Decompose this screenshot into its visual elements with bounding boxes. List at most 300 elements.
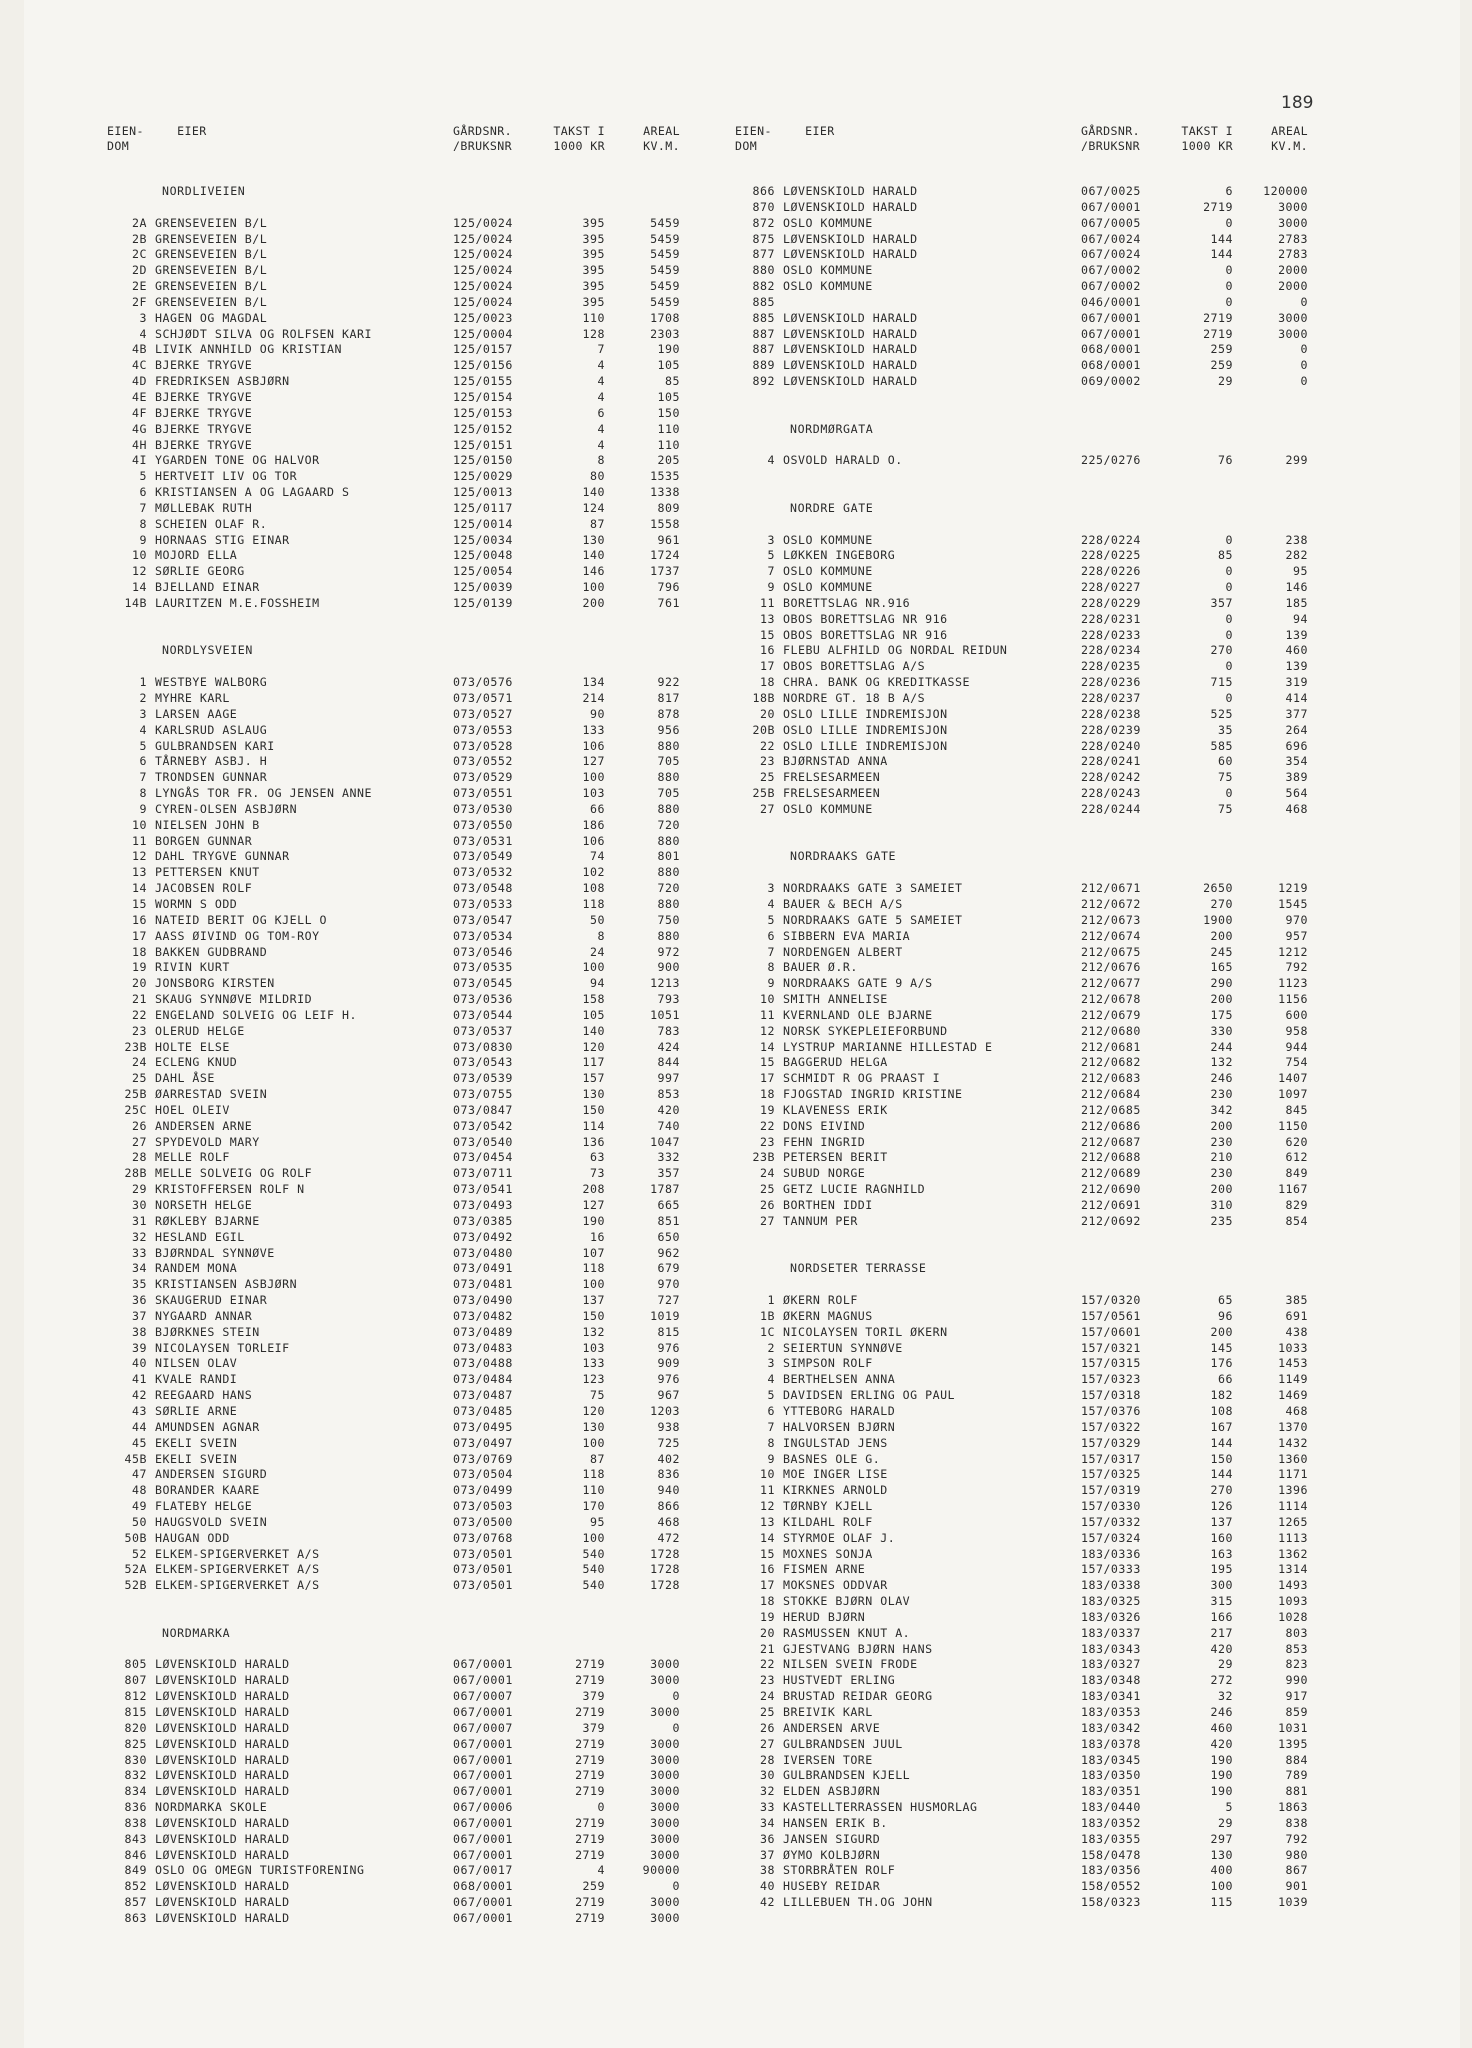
takst-value: 2719: [575, 1847, 605, 1862]
table-row: [107, 1848, 697, 1864]
gardsnr-bruksnr: 183/0355: [1081, 1831, 1141, 1846]
owner-name: SØRLIE ARNE: [155, 1403, 238, 1418]
takst-value: 2650: [1203, 881, 1233, 896]
table-row: [107, 1040, 697, 1056]
gardsnr-bruksnr: 212/0692: [1081, 1213, 1141, 1228]
table-row: [107, 216, 697, 232]
table-row: [107, 1737, 697, 1753]
owner-name: NORDENGEN ALBERT: [783, 944, 903, 959]
gardsnr-bruksnr: 068/0001: [1081, 342, 1141, 357]
gardsnr-bruksnr: 073/0534: [453, 928, 513, 943]
table-row: [735, 596, 1315, 612]
property-number: 18: [132, 944, 147, 959]
owner-name: LØVENSKIOLD HARALD: [155, 1689, 290, 1704]
property-number: 6: [767, 928, 775, 943]
blank-line: [107, 628, 697, 644]
areal-value: 970: [657, 1277, 680, 1292]
property-number: 8: [139, 786, 147, 801]
areal-value: 146: [1285, 580, 1308, 595]
areal-value: 1093: [1278, 1594, 1308, 1609]
table-row: [735, 1356, 1315, 1372]
gardsnr-bruksnr: 125/0154: [453, 389, 513, 404]
property-number: 12: [132, 849, 147, 864]
takst-value: 108: [1210, 1403, 1233, 1418]
owner-name: HERTVEIT LIV OG TOR: [155, 469, 298, 484]
gardsnr-bruksnr: 183/0345: [1081, 1752, 1141, 1767]
takst-value: 100: [582, 770, 605, 785]
gardsnr-bruksnr: 228/0236: [1081, 675, 1141, 690]
table-row: [735, 1578, 1315, 1594]
table-row: [735, 754, 1315, 770]
owner-name: LØVENSKIOLD HARALD: [155, 1879, 290, 1894]
gardsnr-bruksnr: 073/0504: [453, 1467, 513, 1482]
takst-value: 175: [1210, 1007, 1233, 1022]
gardsnr-bruksnr: 125/0156: [453, 358, 513, 373]
owner-name: DAVIDSEN ERLING OG PAUL: [783, 1388, 956, 1403]
takst-value: 108: [582, 881, 605, 896]
takst-value: 105: [582, 1007, 605, 1022]
owner-name: LØVENSKIOLD HARALD: [155, 1847, 290, 1862]
table-row: [735, 1515, 1315, 1531]
areal-value: 997: [657, 1071, 680, 1086]
owner-name: LØVENSKIOLD HARALD: [783, 358, 918, 373]
takst-value: 32: [1218, 1689, 1233, 1704]
property-number: 18: [760, 1087, 775, 1102]
owner-name: LØVENSKIOLD HARALD: [783, 184, 918, 198]
takst-value: 167: [1210, 1419, 1233, 1434]
table-row: [735, 564, 1315, 580]
owner-name: BJERKE TRYGVE: [155, 358, 253, 373]
owner-name: BORTHEN IDDI: [783, 1198, 873, 1212]
areal-value: 1469: [1278, 1388, 1308, 1403]
gardsnr-bruksnr: 212/0685: [1081, 1102, 1141, 1117]
table-row: [735, 358, 1315, 374]
areal-value: 1019: [650, 1308, 680, 1323]
property-number: 9: [767, 580, 775, 595]
areal-value: 803: [1285, 1625, 1308, 1640]
gardsnr-bruksnr: 073/0527: [453, 706, 513, 721]
property-number: 866: [752, 184, 775, 198]
property-number: 9: [139, 801, 147, 816]
table-row: [107, 1499, 697, 1515]
owner-name: AMUNDSEN AGNAR: [155, 1419, 260, 1434]
table-row: [735, 707, 1315, 723]
owner-name: KVERNLAND OLE BJARNE: [783, 1007, 933, 1022]
gardsnr-bruksnr: 157/0321: [1081, 1340, 1141, 1355]
takst-value: 107: [582, 1245, 605, 1260]
property-number: 838: [124, 1815, 147, 1830]
gardsnr-bruksnr: 073/0550: [453, 817, 513, 832]
areal-value: 1724: [650, 548, 680, 563]
owner-name: TÅRNEBY ASBJ. H: [155, 754, 268, 769]
takst-value: 100: [582, 1435, 605, 1450]
gardsnr-bruksnr: 125/0153: [453, 405, 513, 420]
table-row: [735, 548, 1315, 564]
right-column: [735, 124, 1315, 1911]
property-number: 25B: [124, 1087, 147, 1102]
takst-value: 357: [1210, 595, 1233, 610]
takst-value: 118: [582, 896, 605, 911]
gardsnr-bruksnr: 073/0489: [453, 1324, 513, 1339]
areal-value: 600: [1285, 1007, 1308, 1022]
areal-value: 783: [657, 1023, 680, 1038]
owner-name: WORMN S ODD: [155, 896, 238, 911]
areal-value: 957: [1285, 928, 1308, 943]
table-row: [107, 723, 697, 739]
gardsnr-bruksnr: 073/0480: [453, 1245, 513, 1260]
gardsnr-bruksnr: 073/0711: [453, 1166, 513, 1181]
gardsnr-bruksnr: 228/0226: [1081, 564, 1141, 579]
table-row: [735, 247, 1315, 263]
table-row: [107, 1816, 697, 1832]
gardsnr-bruksnr: 073/0488: [453, 1356, 513, 1371]
areal-value: 95: [1293, 564, 1308, 579]
areal-value: 909: [657, 1356, 680, 1371]
property-number: 38: [132, 1324, 147, 1339]
gardsnr-bruksnr: 183/0342: [1081, 1720, 1141, 1735]
property-number: 885: [752, 294, 775, 309]
property-number: 2D: [132, 263, 147, 278]
owner-name: EKELI SVEIN: [155, 1451, 238, 1466]
header-areal: AREAL KV.M.: [1271, 124, 1308, 153]
owner-name: BAKKEN GUDBRAND: [155, 944, 268, 959]
gardsnr-bruksnr: 067/0001: [453, 1768, 513, 1783]
property-number: 23: [760, 1673, 775, 1688]
areal-value: 956: [657, 722, 680, 737]
areal-value: 5459: [650, 294, 680, 309]
owner-name: NILSEN SVEIN FRODE: [783, 1657, 918, 1672]
property-number: 4G: [132, 421, 147, 436]
gardsnr-bruksnr: 212/0676: [1081, 960, 1141, 975]
owner-name: FEHN INGRID: [783, 1134, 866, 1149]
property-number: 4H: [132, 437, 147, 452]
table-row: [107, 453, 697, 469]
property-number: 25B: [752, 786, 775, 801]
gardsnr-bruksnr: 067/0001: [453, 1847, 513, 1862]
takst-value: 2719: [575, 1784, 605, 1799]
property-number: 7: [767, 564, 775, 579]
gardsnr-bruksnr: 225/0276: [1081, 453, 1141, 468]
table-row: [107, 1341, 697, 1357]
areal-value: 1033: [1278, 1340, 1308, 1355]
takst-value: 200: [1210, 1182, 1233, 1197]
owner-name: KLAVENESS ERIK: [783, 1102, 888, 1117]
blank-line: [735, 485, 1315, 501]
gardsnr-bruksnr: 228/0227: [1081, 580, 1141, 595]
areal-value: 620: [1285, 1134, 1308, 1149]
owner-name: GRENSEVEIEN B/L: [155, 215, 268, 230]
property-number: 875: [752, 231, 775, 246]
gardsnr-bruksnr: 073/0482: [453, 1308, 513, 1323]
takst-value: 400: [1210, 1863, 1233, 1878]
gardsnr-bruksnr: 073/0532: [453, 865, 513, 880]
table-row: [107, 1214, 697, 1230]
property-number: 17: [760, 1071, 775, 1086]
owner-name: STOKKE BJØRN OLAV: [783, 1594, 911, 1609]
property-number: 815: [124, 1705, 147, 1719]
takst-value: 96: [1218, 1308, 1233, 1323]
areal-value: 696: [1285, 738, 1308, 753]
owner-name: SIBBERN EVA MARIA: [783, 928, 911, 943]
owner-name: BJØRNSTAD ANNA: [783, 754, 888, 769]
areal-value: 110: [657, 421, 680, 436]
table-row: [107, 802, 697, 818]
street-heading: NORDRAAKS GATE: [790, 849, 897, 864]
takst-value: 29: [1218, 1657, 1233, 1672]
owner-name: SCHJØDT SILVA OG ROLFSEN KARI: [155, 326, 372, 341]
gardsnr-bruksnr: 067/0017: [453, 1863, 513, 1878]
takst-value: 190: [582, 1213, 605, 1228]
table-row: [735, 1895, 1315, 1911]
gardsnr-bruksnr: 125/0152: [453, 421, 513, 436]
property-number: 1: [139, 675, 147, 690]
takst-value: 157: [582, 1071, 605, 1086]
table-row: [735, 1309, 1315, 1325]
blank-line: [735, 1246, 1315, 1262]
owner-name: LØVENSKIOLD HARALD: [783, 231, 918, 246]
property-number: 23B: [124, 1039, 147, 1054]
areal-value: 5459: [650, 215, 680, 230]
takst-value: 118: [582, 1261, 605, 1276]
areal-value: 190: [657, 342, 680, 357]
property-number: 17: [760, 659, 775, 674]
owner-name: NORDRAAKS GATE 5 SAMEIET: [783, 912, 963, 927]
takst-value: 29: [1218, 1815, 1233, 1830]
owner-name: OSLO KOMMUNE: [783, 532, 873, 547]
gardsnr-bruksnr: 073/0540: [453, 1134, 513, 1149]
owner-name: FREDRIKSEN ASBJØRN: [155, 374, 290, 389]
property-number: 12: [132, 564, 147, 579]
owner-name: BJERKE TRYGVE: [155, 389, 253, 404]
table-row: [107, 1135, 697, 1151]
areal-value: 1113: [1278, 1530, 1308, 1545]
owner-name: OSLO KOMMUNE: [783, 263, 873, 278]
owner-name: KIRKNES ARNOLD: [783, 1483, 888, 1498]
owner-name: YGARDEN TONE OG HALVOR: [155, 453, 320, 468]
blank-line: [735, 834, 1315, 850]
gardsnr-bruksnr: 228/0225: [1081, 548, 1141, 563]
takst-value: 6: [1225, 184, 1233, 198]
areal-value: 3000: [650, 1847, 680, 1862]
table-row: [735, 1071, 1315, 1087]
table-row: [107, 1055, 697, 1071]
table-row: [107, 1768, 697, 1784]
table-row: [107, 913, 697, 929]
owner-name: OSLO LILLE INDREMISJON: [783, 722, 948, 737]
takst-value: 66: [590, 801, 605, 816]
areal-value: 438: [1285, 1324, 1308, 1339]
takst-value: 7: [597, 342, 605, 357]
table-row: [107, 1531, 697, 1547]
gardsnr-bruksnr: 073/0533: [453, 896, 513, 911]
areal-value: 1396: [1278, 1483, 1308, 1498]
table-row: [107, 1895, 697, 1911]
areal-value: 990: [1285, 1673, 1308, 1688]
owner-name: BREIVIK KARL: [783, 1705, 873, 1719]
owner-name: HALVORSEN BJØRN: [783, 1419, 896, 1434]
property-number: 37: [760, 1847, 775, 1862]
areal-value: 1395: [1278, 1736, 1308, 1751]
table-row: [107, 1198, 697, 1214]
areal-value: 402: [657, 1451, 680, 1466]
takst-value: 140: [582, 485, 605, 500]
takst-value: 395: [582, 294, 605, 309]
areal-value: 1787: [650, 1182, 680, 1197]
areal-value: 85: [665, 374, 680, 389]
takst-value: 75: [590, 1388, 605, 1403]
property-number: 872: [752, 215, 775, 230]
table-row: [735, 1768, 1315, 1784]
property-number: 11: [760, 595, 775, 610]
areal-value: 5459: [650, 231, 680, 246]
gardsnr-bruksnr: 067/0001: [453, 1831, 513, 1846]
gardsnr-bruksnr: 067/0001: [453, 1657, 513, 1672]
takst-value: 158: [582, 992, 605, 1007]
property-number: 3: [767, 881, 775, 896]
table-row: [107, 849, 697, 865]
areal-value: 3000: [650, 1705, 680, 1719]
gardsnr-bruksnr: 069/0002: [1081, 374, 1141, 389]
property-number: 45B: [124, 1451, 147, 1466]
takst-value: 0: [1225, 786, 1233, 801]
table-row: [107, 1230, 697, 1246]
areal-value: 691: [1285, 1308, 1308, 1323]
areal-value: 460: [1285, 643, 1308, 658]
areal-value: 851: [657, 1213, 680, 1228]
gardsnr-bruksnr: 067/0024: [1081, 247, 1141, 262]
areal-value: 3000: [650, 1784, 680, 1799]
takst-value: 126: [1210, 1499, 1233, 1514]
areal-value: 1265: [1278, 1514, 1308, 1529]
takst-value: 259: [582, 1879, 605, 1894]
gardsnr-bruksnr: 125/0150: [453, 453, 513, 468]
table-row: [107, 770, 697, 786]
table-row: [107, 1863, 697, 1879]
takst-value: 100: [1210, 1879, 1233, 1894]
gardsnr-bruksnr: 183/0351: [1081, 1784, 1141, 1799]
takst-value: 259: [1210, 358, 1233, 373]
property-number: 24: [132, 1055, 147, 1070]
owner-name: OBOS BORETTSLAG A/S: [783, 659, 926, 674]
gardsnr-bruksnr: 073/0552: [453, 754, 513, 769]
table-row: [107, 1657, 697, 1673]
areal-value: 817: [657, 691, 680, 705]
header-eiendom: EIEN- DOM: [107, 124, 144, 153]
gardsnr-bruksnr: 073/0501: [453, 1546, 513, 1561]
owner-name: SCHMIDT R OG PRAAST I: [783, 1071, 941, 1086]
owner-name: MØLLEBAK RUTH: [155, 500, 253, 515]
owner-name: DAHL TRYGVE GUNNAR: [155, 849, 290, 864]
table-row: [107, 1705, 697, 1721]
owner-name: RIVIN KURT: [155, 960, 230, 975]
areal-value: 1737: [650, 564, 680, 579]
table-row: [735, 1610, 1315, 1626]
takst-value: 117: [582, 1055, 605, 1070]
blank-line: [735, 517, 1315, 533]
street-heading: NORDRE GATE: [790, 500, 874, 515]
property-number: 2: [139, 691, 147, 705]
property-number: 3: [767, 532, 775, 547]
gardsnr-bruksnr: 125/0024: [453, 263, 513, 278]
takst-value: 134: [582, 675, 605, 690]
gardsnr-bruksnr: 158/0323: [1081, 1895, 1141, 1910]
gardsnr-bruksnr: 212/0683: [1081, 1071, 1141, 1086]
takst-value: 235: [1210, 1213, 1233, 1228]
table-row: [107, 517, 697, 533]
property-number: 19: [132, 960, 147, 975]
areal-value: 854: [1285, 1213, 1308, 1228]
table-row: [735, 723, 1315, 739]
takst-value: 540: [582, 1578, 605, 1593]
owner-name: NATEID BERIT OG KJELL O: [155, 912, 328, 927]
takst-value: 379: [582, 1720, 605, 1735]
owner-name: ØKERN MAGNUS: [783, 1308, 873, 1323]
owner-name: NORDRAAKS GATE 3 SAMEIET: [783, 881, 963, 896]
gardsnr-bruksnr: 073/0768: [453, 1530, 513, 1545]
owner-name: TANNUM PER: [783, 1213, 858, 1228]
owner-name: LØVENSKIOLD HARALD: [155, 1673, 290, 1688]
table-row: [735, 1008, 1315, 1024]
table-row: [735, 1816, 1315, 1832]
owner-name: LØVENSKIOLD HARALD: [155, 1815, 290, 1830]
owner-name: FLATEBY HELGE: [155, 1499, 253, 1514]
areal-value: 1051: [650, 1007, 680, 1022]
blank-line: [735, 1230, 1315, 1246]
owner-name: SKAUG SYNNØVE MILDRID: [155, 992, 313, 1007]
areal-value: 866: [657, 1499, 680, 1514]
areal-value: 705: [657, 754, 680, 769]
table-row: [107, 358, 697, 374]
takst-value: 379: [582, 1689, 605, 1704]
gardsnr-bruksnr: 212/0675: [1081, 944, 1141, 959]
table-row: [107, 1420, 697, 1436]
areal-value: 2000: [1278, 279, 1308, 294]
table-row: [735, 1499, 1315, 1515]
gardsnr-bruksnr: 068/0001: [1081, 358, 1141, 373]
takst-value: 270: [1210, 896, 1233, 911]
takst-value: 270: [1210, 1483, 1233, 1498]
takst-value: 0: [597, 1800, 605, 1815]
property-number: 4: [139, 326, 147, 341]
table-row: [107, 469, 697, 485]
table-row: [107, 1246, 697, 1262]
owner-name: MOJORD ELLA: [155, 548, 238, 563]
table-row: [735, 1055, 1315, 1071]
owner-name: NORSETH HELGE: [155, 1198, 253, 1212]
table-row: [735, 770, 1315, 786]
owner-name: GULBRANDSEN KJELL: [783, 1768, 911, 1783]
areal-value: 3000: [650, 1895, 680, 1910]
property-number: 2C: [132, 247, 147, 262]
owner-name: REEGAARD HANS: [155, 1388, 253, 1403]
areal-value: 792: [1285, 1831, 1308, 1846]
property-number: 22: [760, 1118, 775, 1133]
owner-name: LARSEN AAGE: [155, 706, 238, 721]
owner-name: MOXNES SONJA: [783, 1546, 873, 1561]
owner-name: GETZ LUCIE RAGNHILD: [783, 1182, 926, 1197]
property-number: 21: [760, 1641, 775, 1656]
property-number: 14: [760, 1530, 775, 1545]
takst-value: 127: [582, 754, 605, 769]
areal-value: 3000: [650, 1752, 680, 1767]
table-row: [735, 691, 1315, 707]
property-number: 863: [124, 1910, 147, 1925]
table-row: [735, 1673, 1315, 1689]
takst-value: 100: [582, 1530, 605, 1545]
takst-value: 150: [582, 1102, 605, 1117]
table-row: [107, 232, 697, 248]
owner-name: LØVENSKIOLD HARALD: [155, 1720, 290, 1735]
